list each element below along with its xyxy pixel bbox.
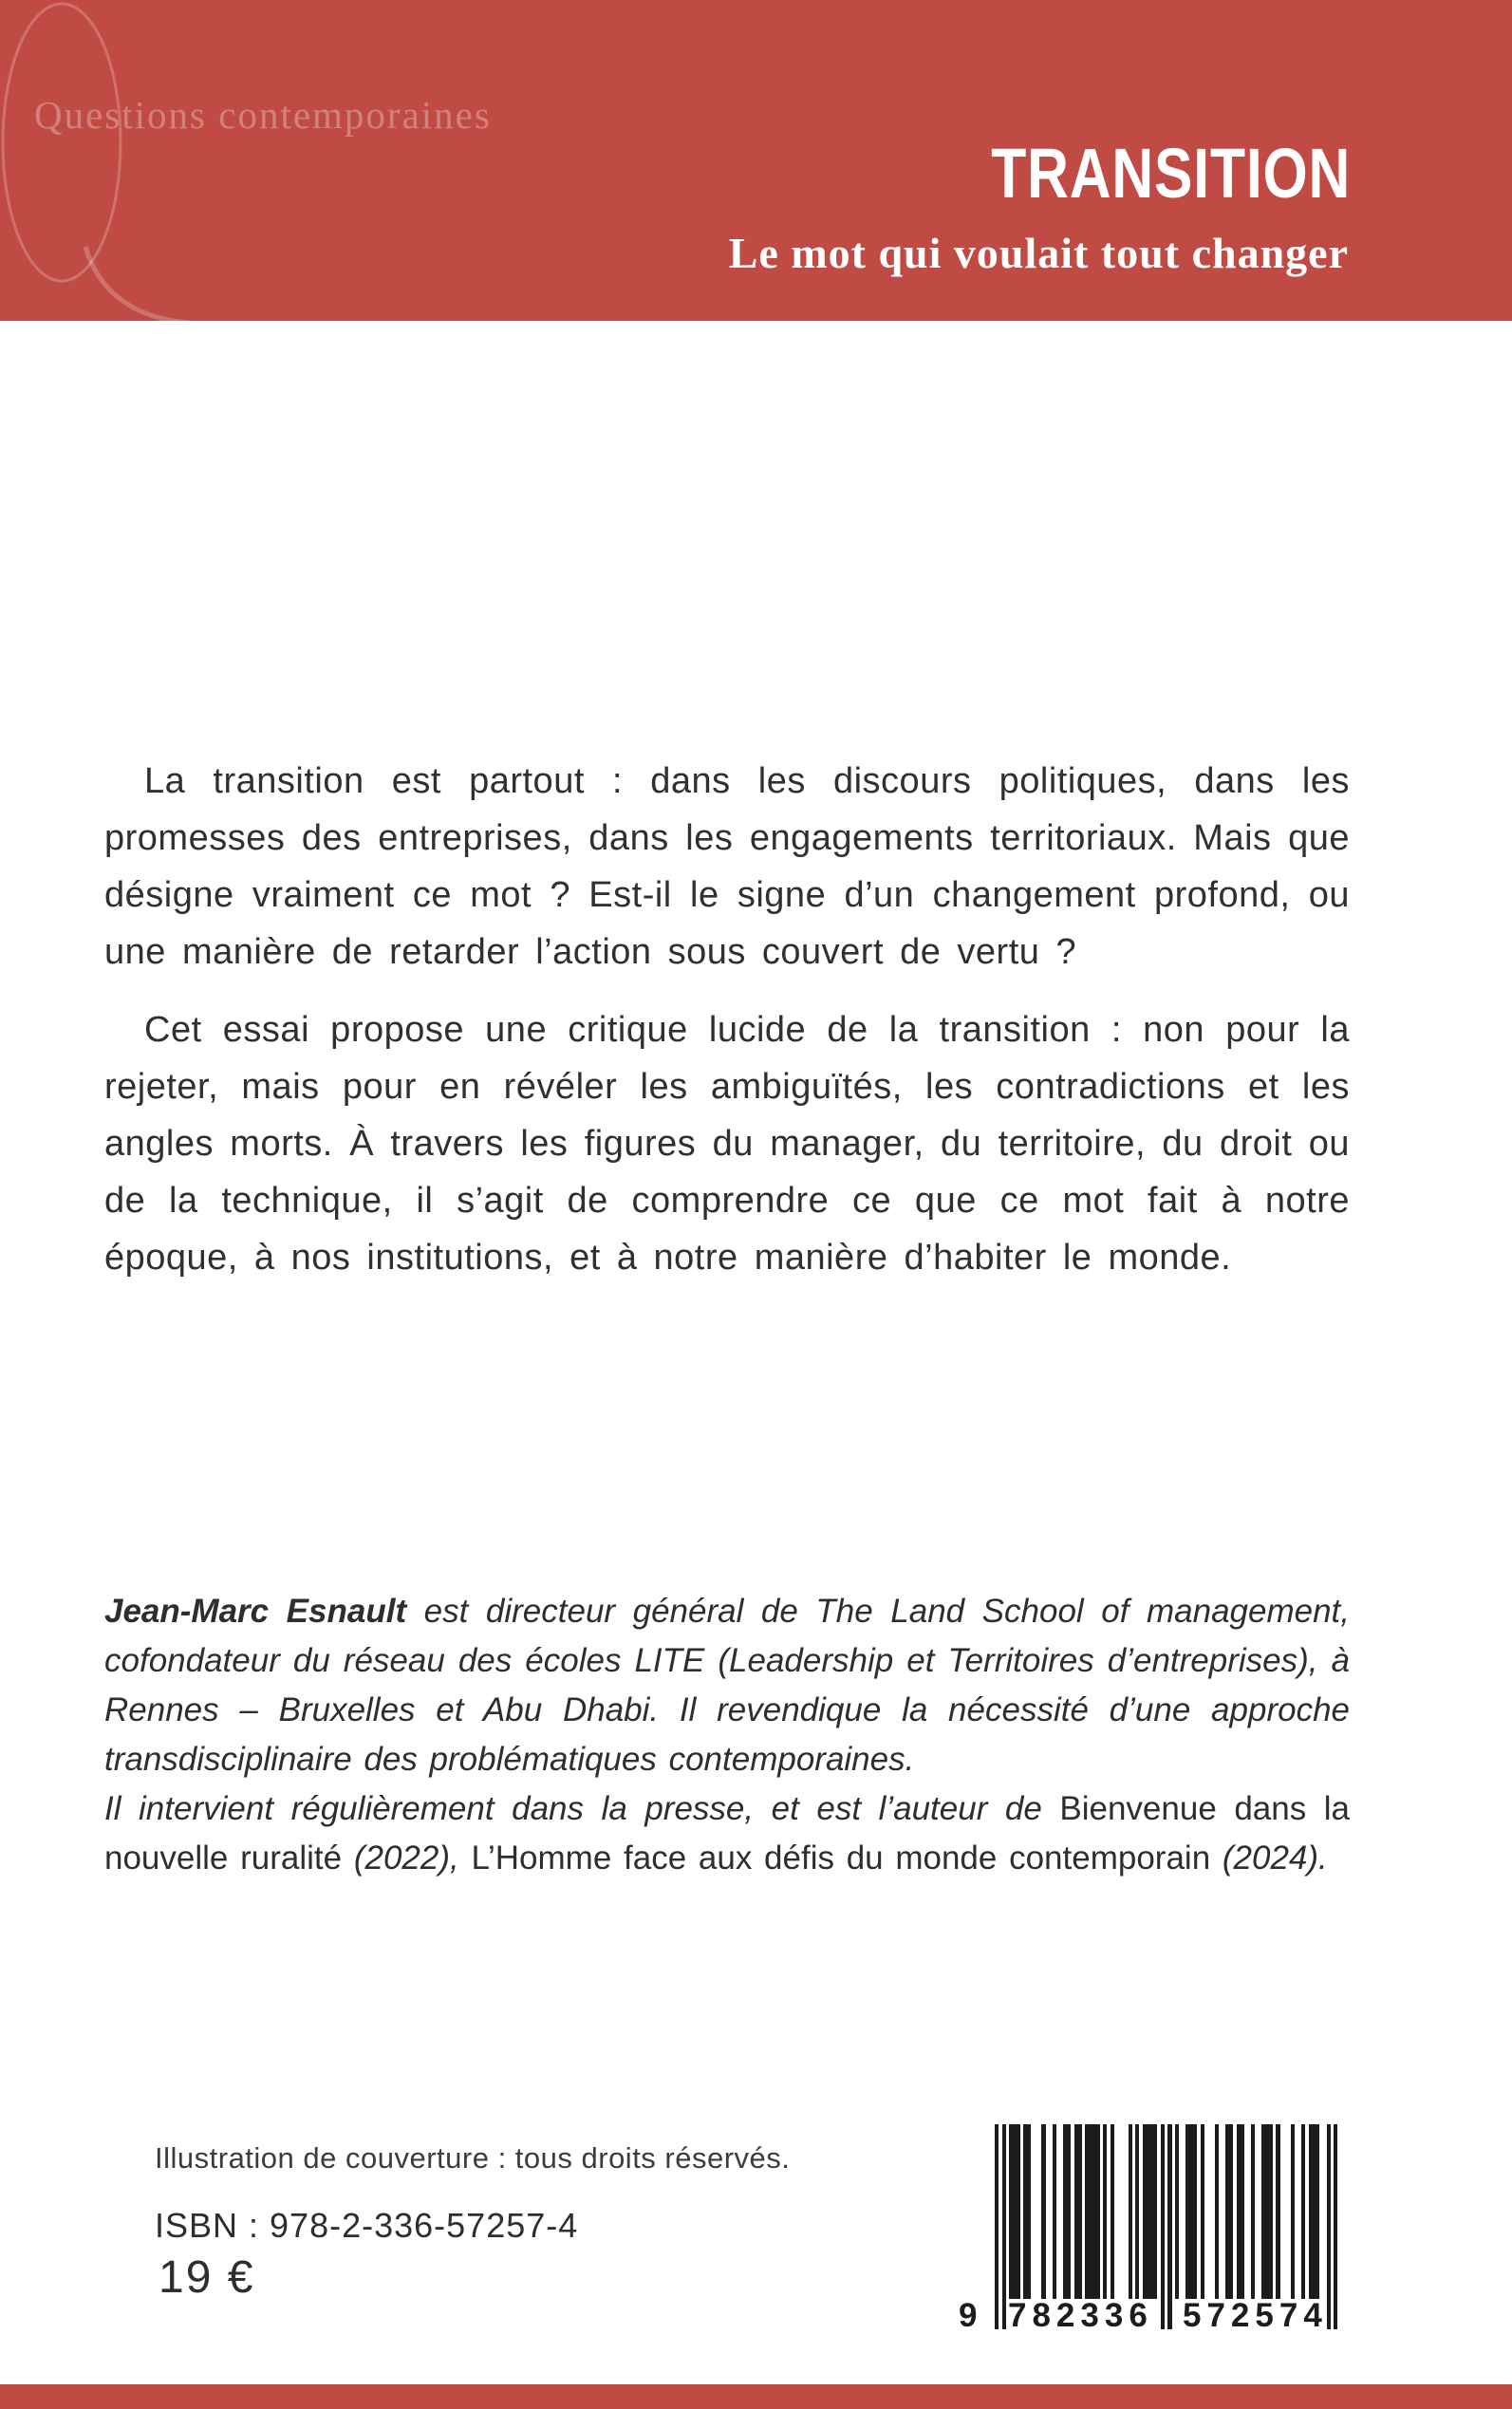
bio-text-segment: (2022), [342, 1839, 472, 1877]
synopsis-paragraph-2: Cet essai propose une critique lucide de la transition : non pour la rejeter, mais pour en révéler les ambiguïtés, les contradictions et les angles morts. À travers les figures du manager, du territoire, du droit ou de la technique, il s’agit de comprendre ce que ce mot fait à notre époque, à nos institutions, et à notre manière d’habiter le monde. [104, 1010, 1350, 1278]
collection-name: Questions contemporaines [34, 93, 492, 137]
barcode-digits-group1: 782336 [1008, 2297, 1153, 2334]
barcode-digits-group2: 572574 [1183, 2297, 1328, 2334]
footer-red-strip [0, 2384, 1512, 2409]
isbn-number: ISBN : 978-2-336-57257-4 [155, 2206, 579, 2245]
bio-text-segment: Il intervient régulièrement dans la presse, et est l’auteur de [104, 1790, 1060, 1827]
book-title: TRANSITION [990, 134, 1351, 213]
bio-text-segment: (2024). [1210, 1839, 1328, 1877]
synopsis [104, 753, 1350, 1286]
book-subtitle: Le mot qui voulait tout changer [728, 229, 1349, 277]
collection-banner [0, 0, 1512, 321]
price: 19 € [159, 2252, 255, 2303]
collection-q-logo-icon [0, 0, 247, 342]
book-reference-1: Bienvenue dans la nouvelle ruralité [104, 1790, 1350, 1877]
author-bio-paragraph-1 [104, 1587, 1350, 1784]
barcode-digit-leading: 9 [959, 2297, 978, 2334]
synopsis-paragraph-1: La transition est partout : dans les discours politiques, dans les promesses des entreprises, dans les engagements territoriaux. Mais que désigne vraiment ce mot ? Est-il le signe d’un changement profond, ou une manière de retarder l’action sous couvert de vertu ? [104, 761, 1350, 972]
author-name: Jean-Marc Esnault [104, 1593, 407, 1630]
book-reference-2: L’Homme face aux défis du monde contemporain [471, 1839, 1211, 1877]
author-bio [104, 1587, 1350, 1883]
cover-illustration-credit: Illustration de couverture : tous droits réservés. [155, 2141, 791, 2175]
author-bio-paragraph-2 [104, 1784, 1350, 1883]
author-bio-text: est directeur général de The Land School of management, cofondateur du réseau des écoles LITE (Leadership et Territoires d’entreprises), à Rennes – Bruxelles et Abu Dhabi. Il revendique la nécessité d’une approche transdisciplinaire des problématiques contemporaines. [104, 1593, 1350, 1778]
